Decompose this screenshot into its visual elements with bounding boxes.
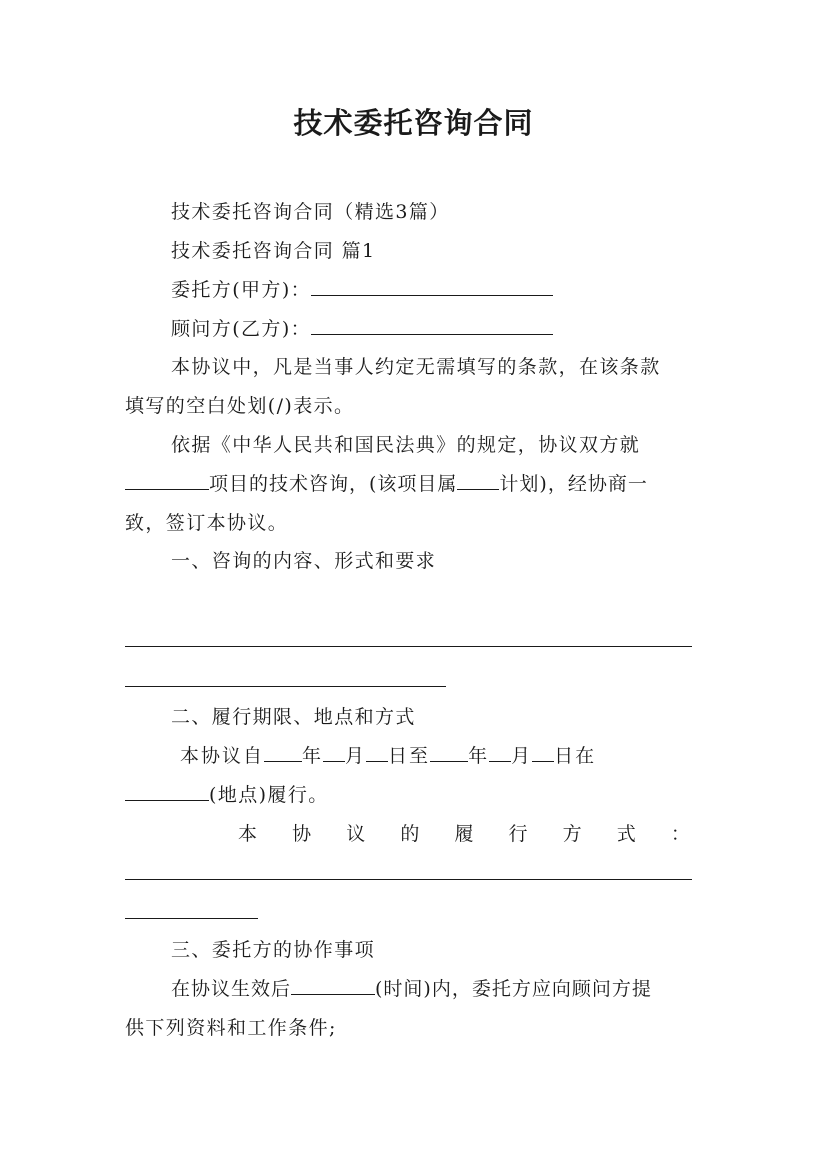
method-char: 履 xyxy=(454,823,474,845)
period-year: 年 xyxy=(302,745,324,767)
start-day-blank xyxy=(366,743,388,762)
start-month-blank xyxy=(323,743,345,762)
time-blank xyxy=(291,976,375,995)
method-char: 的 xyxy=(400,823,420,845)
method-char: 议 xyxy=(346,823,366,845)
period-month: 月 xyxy=(345,745,367,767)
place-blank xyxy=(125,782,209,801)
note-line-2: 填写的空白处划(/)表示。 xyxy=(125,395,355,417)
section1-blank-line-1 xyxy=(125,646,692,647)
method-blank-line-1 xyxy=(125,879,692,880)
consultant-label: 顾问方(乙方)： xyxy=(171,318,312,340)
document-title: 技术委托咨询合同 xyxy=(293,106,534,140)
coop-text-b: (时间)内，委托方应向顾问方提 xyxy=(375,978,652,1000)
period-year-2: 年 xyxy=(468,745,490,767)
start-year-blank xyxy=(264,743,302,762)
period-line xyxy=(180,743,705,769)
basis-line-1: 依据《中华人民共和国民法典》的规定，协议双方就 xyxy=(171,434,641,456)
end-day-blank xyxy=(532,743,554,762)
client-label: 委托方(甲方)： xyxy=(171,279,312,301)
end-year-blank xyxy=(430,743,468,762)
coop-text-a: 在协议生效后 xyxy=(171,978,292,1000)
section3-heading: 三、委托方的协作事项 xyxy=(171,939,376,961)
section2-heading: 二、履行期限、地点和方式 xyxy=(171,706,416,728)
period-day: 日至 xyxy=(388,745,431,767)
period-prefix: 本协议自 xyxy=(180,745,265,767)
method-char: 行 xyxy=(508,823,528,845)
section1-blank-line-2 xyxy=(125,686,446,687)
end-month-blank xyxy=(489,743,511,762)
method-line xyxy=(238,821,690,847)
period-day-2: 日在 xyxy=(554,745,597,767)
method-char: 式 xyxy=(616,823,636,845)
subtitle: 技术委托咨询合同（精选3篇） xyxy=(171,201,450,223)
note-line-1: 本协议中，凡是当事人约定无需填写的条款，在该条款 xyxy=(171,356,661,378)
basis-text-a: 项目的技术咨询，(该项目属 xyxy=(209,473,458,495)
article-heading: 技术委托咨询合同 篇1 xyxy=(171,240,376,262)
method-blank-line-2 xyxy=(125,918,258,919)
place-suffix: (地点)履行。 xyxy=(209,784,329,806)
basis-text-b: 计划)，经协商一 xyxy=(499,473,648,495)
client-name-blank xyxy=(311,277,553,296)
method-char: 协 xyxy=(292,823,312,845)
client-line xyxy=(171,277,705,303)
basis-line-2 xyxy=(125,471,705,497)
section1-heading: 一、咨询的内容、形式和要求 xyxy=(171,550,437,572)
coop-line-1 xyxy=(171,976,705,1002)
method-char: 方 xyxy=(562,823,582,845)
basis-line-3: 致，签订本协议。 xyxy=(125,512,289,534)
consultant-line xyxy=(171,316,705,342)
plan-name-blank xyxy=(457,471,499,490)
method-char: 本 xyxy=(238,823,258,845)
method-char: ： xyxy=(670,823,690,845)
coop-line-2: 供下列资料和工作条件; xyxy=(125,1017,337,1039)
project-name-blank xyxy=(125,471,209,490)
consultant-name-blank xyxy=(311,316,553,335)
place-line xyxy=(125,782,705,808)
period-month-2: 月 xyxy=(511,745,533,767)
